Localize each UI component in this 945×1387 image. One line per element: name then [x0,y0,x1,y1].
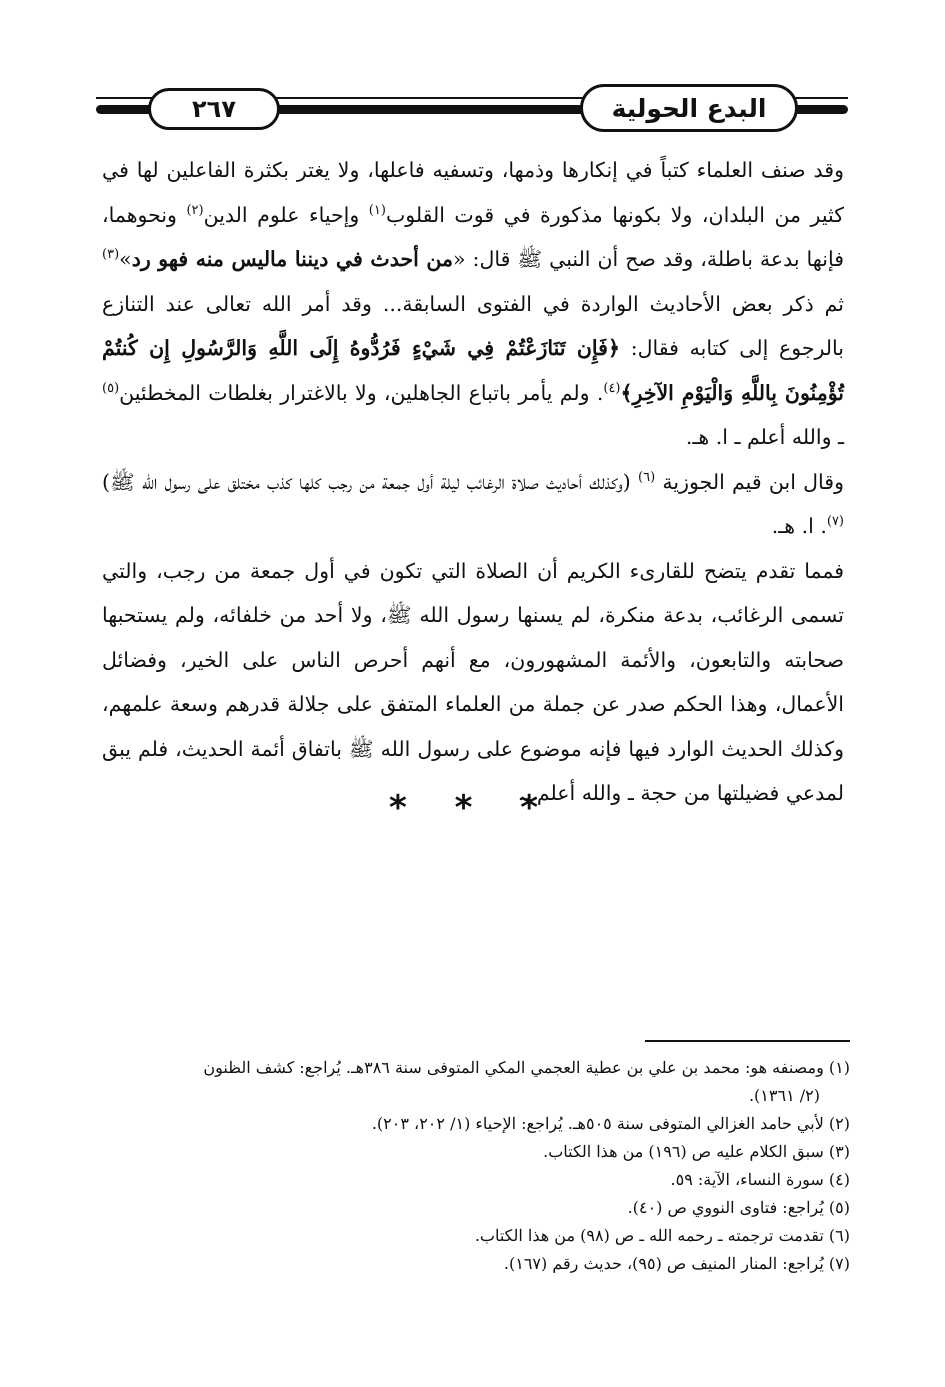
footnote-1-text: (١) ومصنفه هو: محمد بن علي بن عطية العجمي المكي المتوفى سنة ٣٨٦هـ. يُراجع: كشف الظنون [203,1058,850,1077]
footnotes [100,1054,850,1278]
footnote-ref-6: (٦) [638,469,656,485]
text-segment: وإحياء علوم الدين [203,202,369,227]
text-segment: . ا. هـ. [771,514,827,538]
footnote-2: (٢) لأبي حامد الغزالي المتوفى سنة ٥٠٥هـ. يُراجع: الإحياء (١/ ٢٠٢، ٢٠٣). [371,1114,850,1133]
footnote-ref-7: (٧) [826,514,844,530]
footnote-ref-4: (٤) [603,380,621,396]
text-segment: » [119,247,132,271]
text-segment: ثم ذكر بعض الأحاديث الواردة في الفتوى السابقة... وقد أمر الله تعالى عند التنازع بالرجوع إلى كتابه فقال: [102,291,845,360]
footnote-1 [100,1054,850,1110]
text-segment: . ولم يأمر باتباع الجاهلين، ولا بالاغترار بغلطات المخطئين [119,380,604,405]
running-header [96,84,848,134]
footnote-ref-2: (٢) [186,202,204,218]
footnote-ref-5: (٥) [102,380,120,396]
text-segment: وقد صنف العلماء كتباً في إنكارها وذمها، وتسفيه فاعلها، ولا يغتر بكثرة الفاعلين لها في كثير من البلدان، ولا بكونها مذكورة في قوت القلوب [102,158,844,227]
footnote-5: (٥) يُراجع: فتاوى النووي ص (٤٠). [627,1198,850,1217]
book-title: البدع الحولية [580,84,798,132]
text-segment: وقال ابن قيم الجوزية [655,469,845,494]
footnote-3: (٣) سبق الكلام عليه ص (١٩٦) من هذا الكتاب. [543,1142,850,1161]
footnote-4: (٤) سورة النساء، الآية: ٥٩. [670,1170,850,1189]
paragraph-2 [102,460,844,549]
text-segment: ونحوهما، فإنها بدعة باطلة، وقد صح أن النبي ﷺ قال: « [102,202,844,271]
paragraph-1 [102,148,844,460]
page-number: ٢٦٧ [148,88,280,130]
text-segment: ـ والله أعلم ـ ا. هـ. [685,425,844,449]
footnote-7: (٧) يُراجع: المنار المنيف ص (٩٥)، حديث رقم (١٦٧). [503,1254,850,1273]
footnote-1-continued: (٢/ ١٣٦١). [748,1086,820,1105]
text-segment: (وكذلك أحاديث صلاة الرغائب ليلة أول جمعة من رجب كلها كذب مختلق على رسول الله ﷺ) [102,469,639,494]
paragraph-3: فمما تقدم يتضح للقارىء الكريم أن الصلاة التي تكون في أول جمعة من رجب، والتي تسمى الرغائب، بدعة منكرة، لم يسنها رسول الله ﷺ، ولا أحد من خلفائه، ولم يستحبها صحابته والتابعون، والأئمة المشهورون، مع أنهم أحرص الناس على الخير، وفضائل الأعمال، وهذا الحكم صدر عن جملة من العلماء المتفق على جلالة قدرهم وسعة علمهم، وكذلك الحديث الوارد فيها فإنه موضوع على رسول الله ﷺ باتفاق أئمة الحديث، فلم يبق لمدعي فضيلتها من حجة ـ والله أعلم ـ. [102,558,844,805]
hadith-quote: من أحدث في ديننا ماليس منه فهو رد [131,247,454,271]
footnote-ref-1: (١) [368,202,386,218]
footnote-ref-3: (٣) [102,247,120,263]
quran-verse: ﴿فَإِن تَنَازَعْتُمْ فِي شَيْءٍ فَرُدُّوهُ إِلَى اللَّهِ وَالرَّسُولِ إِن كُنتُمْ تُؤْمِنُونَ بِاللَّهِ وَالْيَوْمِ الآخِرِ﴾ [102,336,844,405]
main-text [102,148,844,816]
footnote-6: (٦) تقدمت ترجمته ـ رحمه الله ـ ص (٩٨) من هذا الكتاب. [474,1226,850,1245]
footnote-rule [645,1040,850,1042]
section-separator: * * * [388,788,556,828]
